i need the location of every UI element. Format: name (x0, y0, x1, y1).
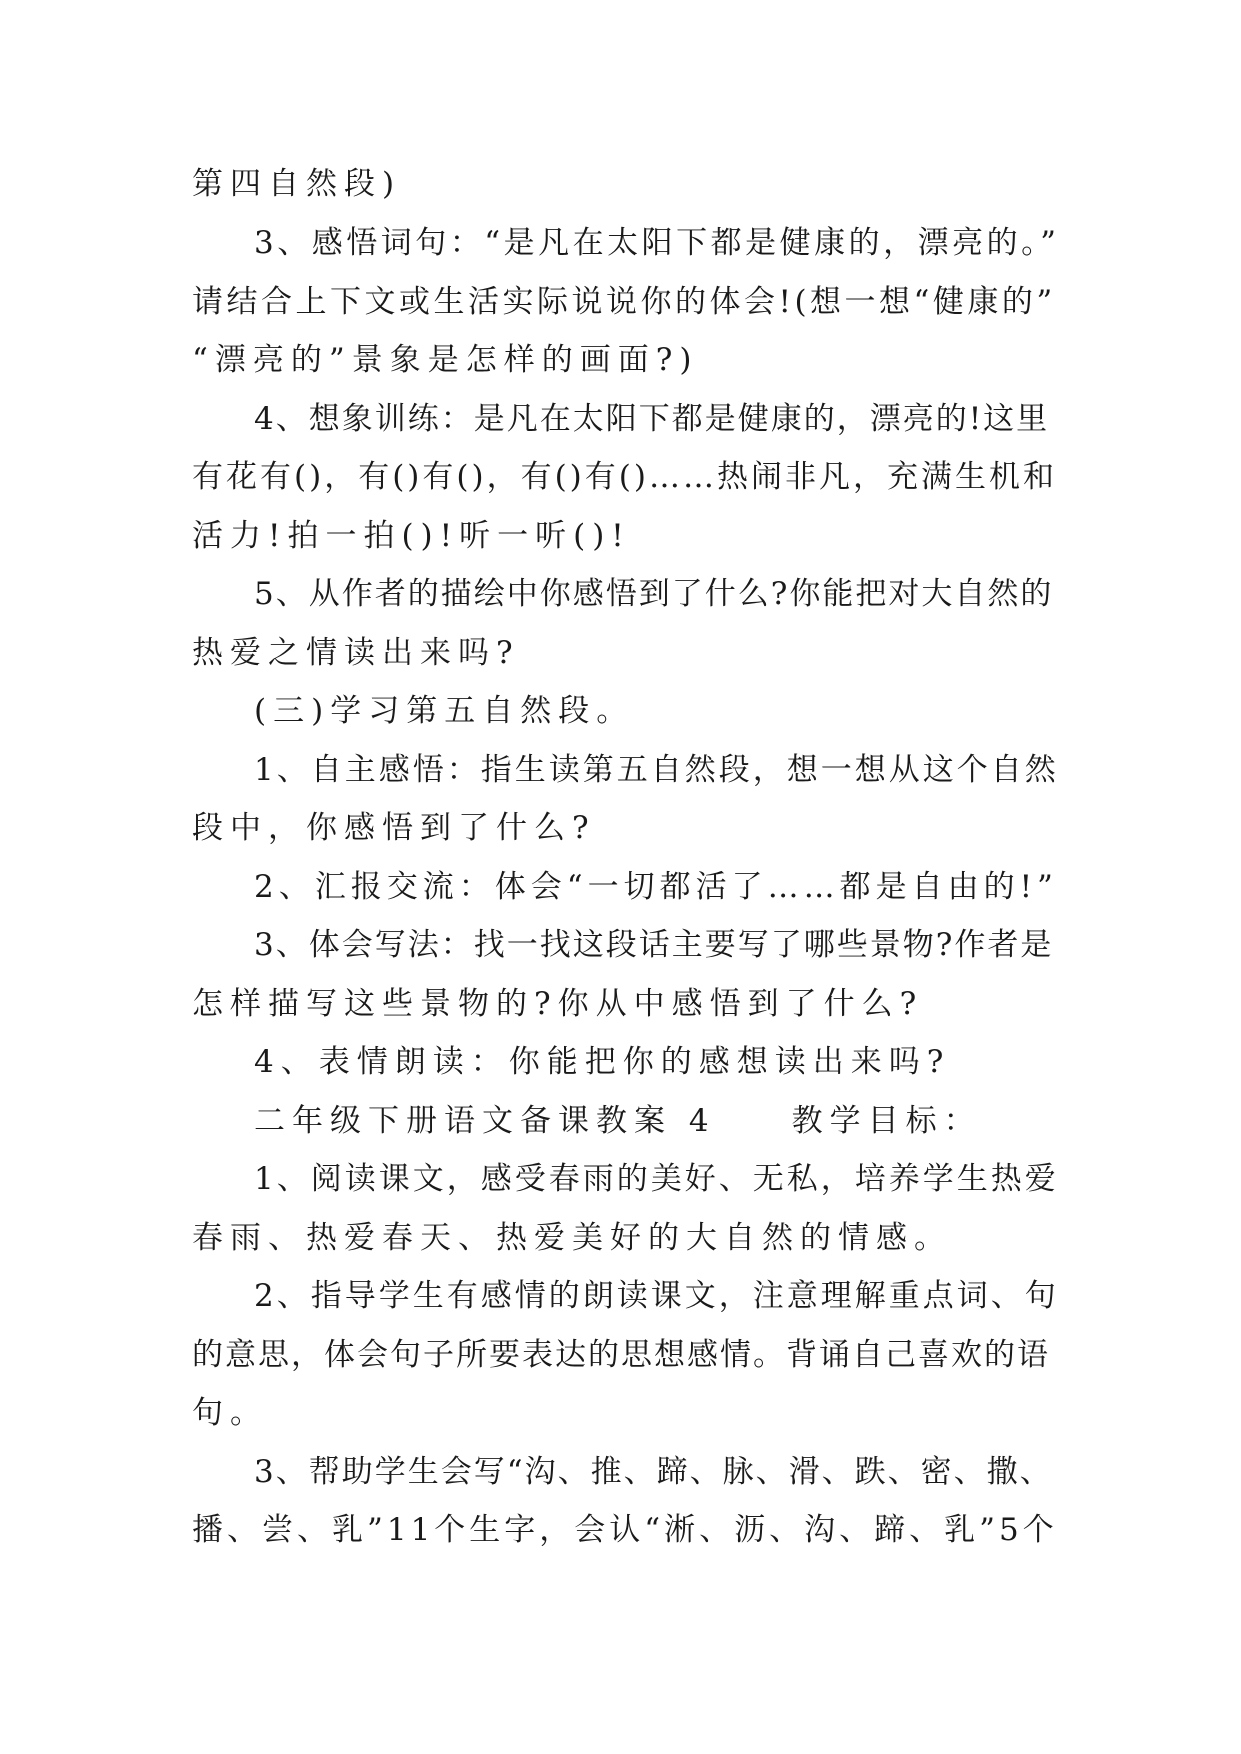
text-line-14: 3、体会写法：找一找这段话主要写了哪些景物?作者是 (254, 927, 1054, 963)
text-line-15: 怎样描写这些景物的?你从中感悟到了什么? (192, 986, 924, 1022)
text-line-20: 2、指导学生有感情的朗读课文，注意理解重点词、句 (254, 1278, 1059, 1314)
text-line-24: 播、尝、乳”11个生字，会认“淅、沥、沟、蹄、乳”5个 (192, 1512, 1058, 1548)
text-line-3: 请结合上下文或生活实际说说你的体会!(想一想“健康的” (192, 284, 1056, 320)
text-line-5: 4、想象训练：是凡在太阳下都是健康的，漂亮的!这里 (254, 401, 1050, 437)
text-line-2: 3、感悟词句：“是凡在太阳下都是健康的，漂亮的。” (254, 225, 1060, 261)
text-line-8: 5、从作者的描绘中你感悟到了什么?你能把对大自然的 (254, 576, 1054, 612)
text-line-7: 活力!拍一拍()!听一听()! (192, 518, 631, 554)
text-line-6: 有花有()，有()有()，有()有()……热闹非凡，充满生机和 (192, 459, 1057, 495)
text-line-11: 1、自主感悟：指生读第五自然段，想一想从这个自然 (254, 752, 1059, 788)
text-line-18: 1、阅读课文，感受春雨的美好、无私，培养学生热爱 (254, 1161, 1059, 1197)
text-line-13: 2、汇报交流：体会“一切都活了……都是自由的!” (254, 869, 1058, 905)
text-line-22: 句。 (192, 1395, 268, 1431)
text-line-4: “漂亮的”景象是怎样的画面?) (192, 342, 699, 378)
text-line-19: 春雨、热爱春天、热爱美好的大自然的情感。 (192, 1220, 952, 1256)
text-line-23: 3、帮助学生会写“沟、推、蹄、脉、滑、跌、密、撒、 (254, 1454, 1053, 1490)
text-line-12: 段中，你感悟到了什么? (192, 810, 596, 846)
text-line-21: 的意思，体会句子所要表达的思想感情。背诵自己喜欢的语 (192, 1337, 1050, 1373)
text-line-9: 热爱之情读出来吗? (192, 635, 520, 671)
text-line-16: 4、表情朗读：你能把你的感想读出来吗? (254, 1044, 951, 1080)
text-line-17: 二年级下册语文备课教案 4 教学目标： (254, 1103, 982, 1139)
text-line-1: 第四自然段) (192, 166, 402, 202)
text-line-10: (三)学习第五自然段。 (254, 693, 635, 729)
